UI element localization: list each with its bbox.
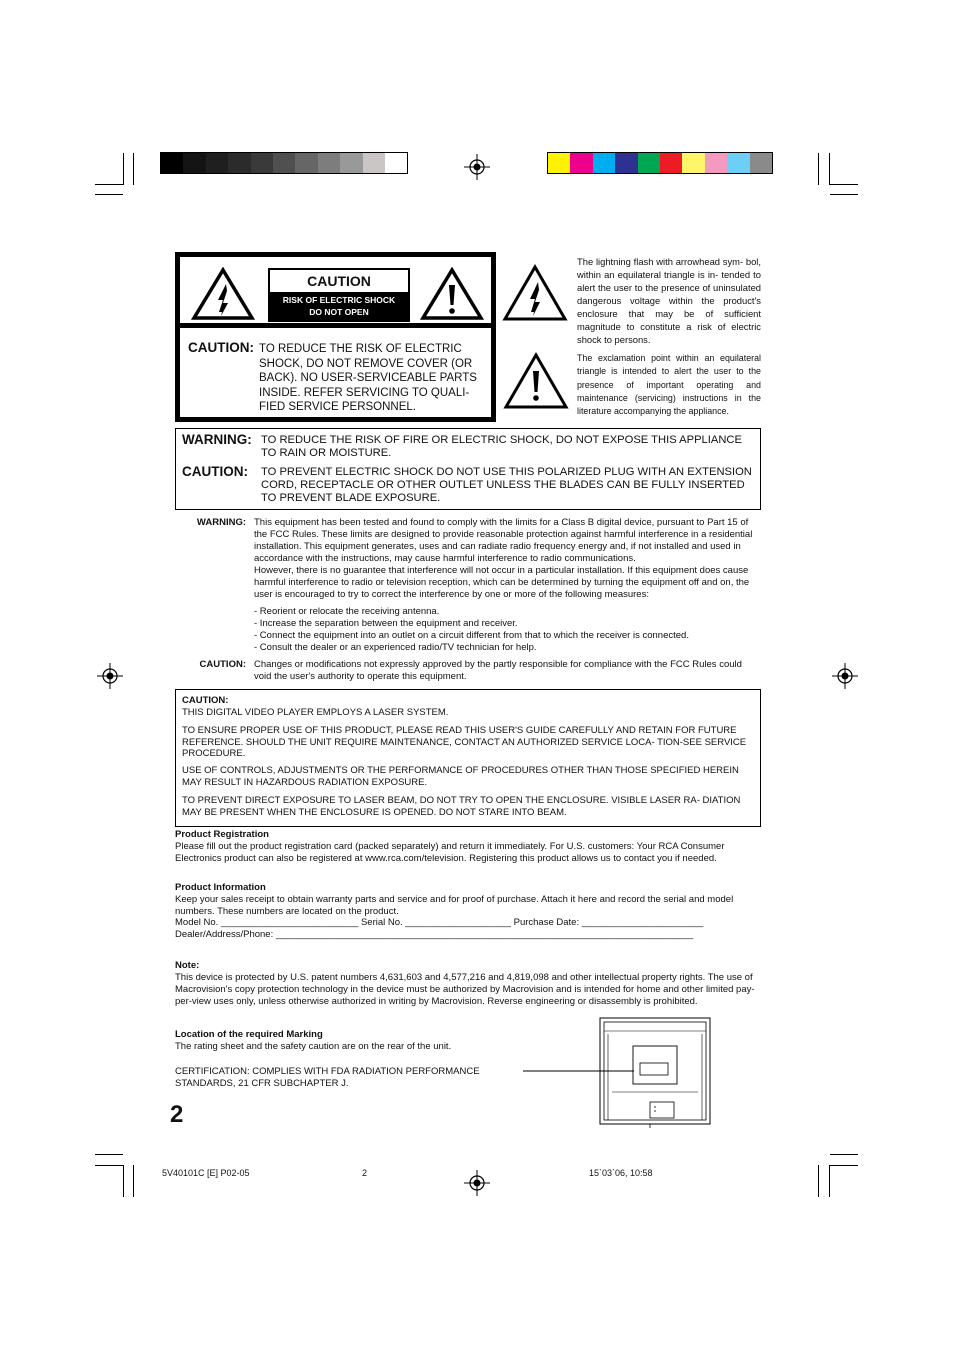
color-swatch xyxy=(206,153,228,173)
product-information-heading: Product Information xyxy=(175,882,266,893)
caution-heading: CAUTION: xyxy=(182,464,248,479)
product-registration-text: Please fill out the product registration card (packed separately) and return it immediately. For U.S. customers: Your RCA Consumer Electronics product can also be registered at www.rca.com/television. Registering this product allows us to contact you if needed. xyxy=(175,841,725,864)
marking-text: The rating sheet and the safety caution are on the rear of the unit. xyxy=(175,1041,452,1052)
fcc-measures-list xyxy=(254,606,760,654)
color-swatch xyxy=(340,153,362,173)
caution-tag xyxy=(268,268,410,322)
color-swatch xyxy=(682,153,704,173)
caution-label-header xyxy=(180,257,491,323)
footer-page: 2 xyxy=(362,1168,368,1178)
process-color-bar xyxy=(547,152,773,174)
gray-color-bar xyxy=(160,152,408,174)
color-swatch xyxy=(638,153,660,173)
warning-heading: WARNING: xyxy=(182,432,252,447)
color-swatch xyxy=(183,153,205,173)
caution-heading: CAUTION: xyxy=(188,340,254,355)
dealer-line: Dealer/Address/Phone: _______________________________________________________________________________ xyxy=(175,929,694,940)
color-swatch xyxy=(273,153,295,173)
color-swatch xyxy=(161,153,183,173)
laser-caution-paragraph: TO ENSURE PROPER USE OF THIS PRODUCT, PLEASE READ THIS USER'S GUIDE CAREFULLY AND RETAIN FOR FUTURE REFERENCE. SHOULD THE UNIT REQUIRE MAINTENANCE, CONTACT AN AUTHORIZED SERVICE LOCA- TION-SEE SERVICE PROCEDURE. xyxy=(182,725,747,760)
color-swatch xyxy=(318,153,340,173)
fcc-warning-heading: WARNING: xyxy=(196,517,246,528)
product-information-text: Keep your sales receipt to obtain warranty parts and service and for proof of purchase. Attach it here and record the serial and model numbers. These numbers are located on the product. xyxy=(175,894,734,917)
color-swatch xyxy=(548,153,570,173)
footer-doc-code: 5V40101C [E] P02-05 xyxy=(162,1168,250,1178)
caution-text: TO REDUCE THE RISK OF ELECTRIC SHOCK, DO NOT REMOVE COVER (OR BACK). NO USER-SERVICEABLE PARTS INSIDE. REFER SERVICING TO QUALI- FIED SERVICE PERSONNEL. xyxy=(259,343,477,414)
registration-mark-icon xyxy=(97,663,123,689)
product-fields-line: Model No. __________________________ Serial No. ____________________ Purchase Date: _______________________ xyxy=(175,917,704,928)
color-swatch xyxy=(750,153,772,173)
product-registration-heading: Product Registration xyxy=(175,829,269,840)
color-swatch xyxy=(660,153,682,173)
color-swatch xyxy=(295,153,317,173)
laser-caution-box xyxy=(175,689,761,827)
marking-heading: Location of the required Marking xyxy=(175,1029,323,1040)
exclamation-warning-icon xyxy=(420,267,484,321)
laser-caution-line: THIS DIGITAL VIDEO PLAYER EMPLOYS A LASER SYSTEM. xyxy=(182,707,449,718)
page-number: 2 xyxy=(170,1101,184,1128)
color-swatch xyxy=(593,153,615,173)
lightning-warning-icon xyxy=(502,264,568,322)
list-item: - Reorient or relocate the receiving antenna. xyxy=(254,606,440,617)
caution-text: TO PREVENT ELECTRIC SHOCK DO NOT USE THIS POLARIZED PLUG WITH AN EXTENSION CORD, RECEPTACLE OR OTHER OUTLET UNLESS THE BLADES CAN BE FULLY INSERTED TO PREVENT BLADE EXPOSURE. xyxy=(261,466,752,504)
tv-rear-diagram xyxy=(520,1016,714,1130)
list-item: - Consult the dealer or an experienced radio/TV technician for help. xyxy=(254,641,537,653)
color-swatch xyxy=(363,153,385,173)
certification-text: CERTIFICATION: COMPLIES WITH FDA RADIATION PERFORMANCE STANDARDS, 21 CFR SUBCHAPTER J. xyxy=(175,1066,480,1089)
color-swatch xyxy=(727,153,749,173)
fcc-caution-text: Changes or modifications not expressly approved by the partly responsible for compliance with the FCC Rules could void the user's authority to operate this equipment. xyxy=(254,659,742,682)
fcc-caution-heading: CAUTION: xyxy=(199,659,246,670)
registration-mark-icon xyxy=(832,663,858,689)
caution-tag-subtitle: RISK OF ELECTRIC SHOCK DO NOT OPEN xyxy=(282,295,396,317)
color-swatch xyxy=(228,153,250,173)
fcc-warning-paragraph: However, there is no guarantee that interference will not occur in a particular installation. If this equipment does cause harmful interference to radio or television reception, which can be determined by turning the equipment off and on, the user is encouraged to try to correct the interference by one or more of the following measures: xyxy=(254,565,750,600)
exclamation-symbol-explanation: The exclamation point within an equilateral triangle is intended to alert the user to the presence of important operating and maintenance (servicing) instructions in the literature accompanying the appliance. xyxy=(577,353,761,417)
lightning-warning-icon xyxy=(191,267,255,321)
footer-timestamp: 15`03`06, 10:58 xyxy=(589,1168,653,1178)
caution-label-body xyxy=(180,328,491,417)
caution-label xyxy=(175,252,496,422)
registration-mark-icon xyxy=(464,154,490,180)
note-text: This device is protected by U.S. patent numbers 4,631,603 and 4,577,216 and 4,819,098 and other intellectual property rights. The use of Macrovision's copy protection technology in the device must be authorized by Macrovision and is intended for home and other limited pay-per-view uses only, unless otherwise authorized in writing by Macrovision. Reverse engineering or disassembly is prohibited. xyxy=(175,972,755,1007)
list-item: - Connect the equipment into an outlet on a circuit different from that to which the receiver is connected. xyxy=(254,629,689,641)
warning-text: TO REDUCE THE RISK OF FIRE OR ELECTRIC SHOCK, DO NOT EXPOSE THIS APPLIANCE TO RAIN OR MOISTURE. xyxy=(261,434,742,459)
registration-mark-icon xyxy=(464,1170,490,1196)
color-swatch xyxy=(570,153,592,173)
caution-tag-title: CAUTION xyxy=(270,270,408,292)
color-swatch xyxy=(705,153,727,173)
lightning-symbol-explanation: The lightning flash with arrowhead sym- bol, within an equilateral triangle is in- tended to alert the user to the presence of uninsulated dangerous voltage within the product's enclosure that may be of sufficient magnitude to constitute a risk of electric shock to persons. xyxy=(577,256,761,345)
fcc-warning-paragraph: This equipment has been tested and found to comply with the limits for a Class B digital device, pursuant to Part 15 of the FCC Rules. These limits are designed to provide reasonable protection against harmful interference in a residential installation. This equipment generates, uses and can radiate radio frequency energy and, if not installed and used in accordance with the instructions, may cause harmful interference to radio communications. xyxy=(254,517,753,564)
laser-caution-paragraph: USE OF CONTROLS, ADJUSTMENTS OR THE PERFORMANCE OF PROCEDURES OTHER THAN THOSE SPECIFIED HEREIN MAY RESULT IN HAZARDOUS RADIATION EXPOSURE. xyxy=(182,765,739,788)
color-swatch xyxy=(615,153,637,173)
laser-caution-paragraph: TO PREVENT DIRECT EXPOSURE TO LASER BEAM, DO NOT TRY TO OPEN THE ENCLOSURE. VISIBLE LASER RA- DIATION MAY BE PRESENT WHEN THE ENCLOSURE IS OPENED. DO NOT STARE INTO BEAM. xyxy=(182,795,741,818)
exclamation-warning-icon xyxy=(503,352,569,410)
laser-caution-heading: CAUTION: xyxy=(182,695,229,706)
note-heading: Note: xyxy=(175,960,200,971)
warning-box xyxy=(175,428,761,510)
color-swatch xyxy=(251,153,273,173)
list-item: - Increase the separation between the equipment and receiver. xyxy=(254,617,518,629)
color-swatch xyxy=(385,153,407,173)
